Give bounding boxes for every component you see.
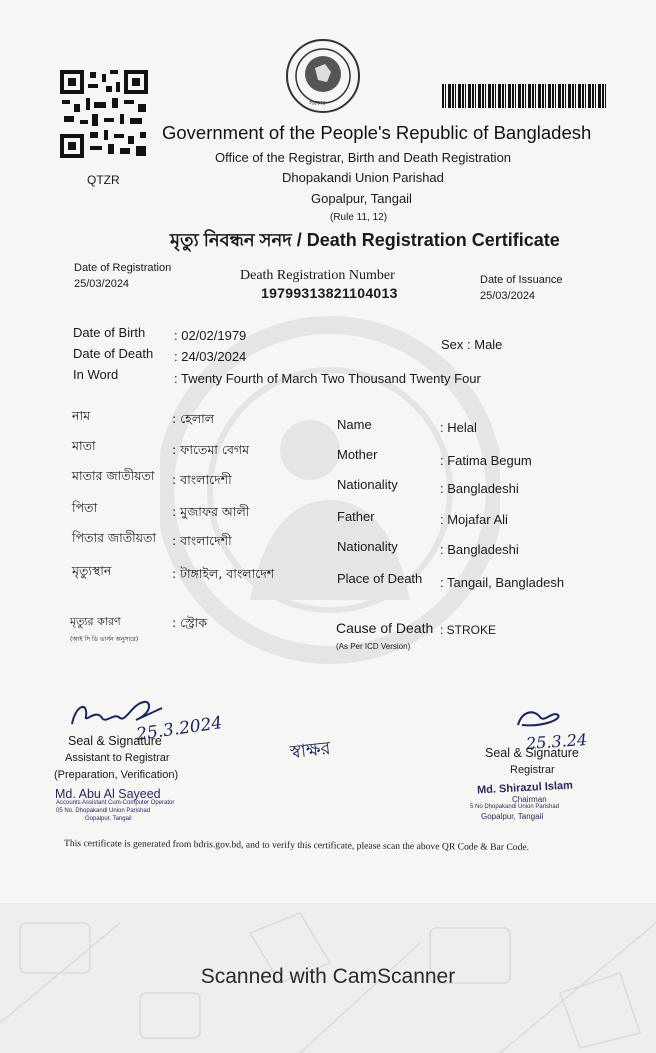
certificate-title: মৃত্যু নিবন্ধন সনদ / Death Registration Certificate [170, 230, 560, 250]
issuance-date-label: Date of Issuance [480, 274, 563, 286]
middle-handwritten-signature: স্বাক্ষর [288, 737, 332, 764]
place-of-death-en-label: Place of Death [337, 571, 423, 586]
left-role: Assistant to Registrar [65, 752, 170, 764]
father-en-label: Father [337, 509, 375, 524]
cause-en-value: : STROKE [440, 623, 497, 637]
right-stamp-line-1: Chairman [512, 795, 547, 804]
left-stamp-name: Md. Abu Al Sayeed [55, 787, 161, 801]
cause-en-note: (As Per ICD Version) [336, 642, 411, 651]
right-stamp-line-2: 5 No Dhopakandi Union Parishad [470, 804, 560, 810]
father-nationality-en-label: Nationality [337, 539, 398, 554]
name-bn-label: নাম [72, 408, 91, 423]
place-of-death-en-value: : Tangail, Bangladesh [440, 575, 565, 590]
union-line: Dhopakandi Union Parishad [282, 170, 444, 185]
father-bn-value: : মুজাফর আলী [172, 504, 250, 519]
dob-label: Date of Birth [73, 325, 146, 340]
father-nationality-bn-value: : বাংলাদেশী [172, 533, 232, 548]
registration-number: 19799313821104013 [261, 285, 398, 301]
rule-line: (Rule 11, 12) [330, 212, 388, 223]
sex-value: Sex : Male [441, 337, 503, 352]
dod-label: Date of Death [73, 346, 154, 361]
left-stamp-line-3: Gopalpur, Tangail [85, 816, 132, 822]
inword-label: In Word [73, 367, 119, 382]
registration-date-label: Date of Registration [74, 262, 172, 274]
left-stamp-line-2: 05 No. Dhopakandi Union Parishad [56, 808, 151, 814]
seal-text: সরকার [309, 100, 326, 107]
right-stamp-name: Md. Shirazul Islam [476, 779, 574, 797]
mother-nationality-en-value: : Bangladeshi [440, 481, 519, 496]
mother-bn-value: : ফাতেমা বেগম [172, 442, 250, 457]
registration-date: 25/03/2024 [74, 278, 130, 290]
right-role: Registrar [510, 764, 555, 776]
cause-en-label: Cause of Death [336, 620, 434, 636]
father-nationality-bn-label: পিতার জাতীয়তা [72, 530, 157, 545]
place-of-death-bn-value: : টাঙ্গাইল, বাংলাদেশ [172, 566, 275, 581]
mother-nationality-bn-label: মাতার জাতীয়তা [72, 468, 155, 483]
barcode[interactable] [442, 84, 608, 108]
father-bn-label: পিতা [72, 500, 98, 515]
father-en-value: : Mojafar Ali [440, 512, 508, 527]
government-heading: Government of the People's Republic of Bangladesh [162, 122, 592, 143]
dod-value: : 24/03/2024 [174, 349, 247, 364]
place-of-death-bn-label: মৃত্যুস্থান [72, 563, 112, 578]
registration-number-label: Death Registration Number [240, 268, 395, 283]
location-line: Gopalpur, Tangail [311, 191, 412, 206]
left-handwritten-date: 25.3.2024 [135, 713, 224, 745]
inword-value: : Twenty Fourth of March Two Thousand Twenty Four [174, 371, 481, 386]
mother-nationality-bn-value: : বাংলাদেশী [172, 472, 232, 487]
mother-bn-label: মাতা [72, 438, 96, 453]
qr-code[interactable] [60, 70, 148, 158]
right-handwritten-date: 25.3.24 [525, 729, 588, 754]
issuance-date: 25/03/2024 [480, 290, 536, 302]
cause-bn-note: (আই সি ডি ভার্সন অনুসারে) [70, 636, 139, 643]
scanner-watermark-text: Scanned with CamScanner [200, 965, 456, 988]
right-seal-signature-label: Seal & Signature [485, 746, 579, 760]
right-stamp-line-3: Gopalpur, Tangail [481, 812, 544, 821]
name-en-label: Name [337, 417, 372, 432]
cause-bn-label: মৃত্যুর কারণ [70, 615, 121, 628]
name-en-value: : Helal [440, 420, 477, 435]
father-nationality-en-value: : Bangladeshi [440, 542, 519, 557]
left-role-2: (Preparation, Verification) [54, 769, 179, 781]
office-line: Office of the Registrar, Birth and Death Registration [215, 150, 512, 165]
cause-bn-value: : স্ট্রোক [172, 615, 208, 630]
mother-en-label: Mother [337, 447, 378, 462]
verification-disclaimer: This certificate is generated from bdris.gov.bd, and to verify this certificate, please scan the above QR Code & Bar Code. [63, 837, 530, 854]
mother-en-value: : Fatima Begum [440, 453, 532, 468]
dob-value: : 02/02/1979 [174, 328, 247, 343]
left-seal-signature-label: Seal & Signature [68, 734, 162, 748]
left-stamp-line-1: Accounts Assistant Cum-Computer Operator [56, 800, 175, 806]
qr-code-label: QTZR [87, 173, 120, 187]
mother-nationality-en-label: Nationality [337, 477, 398, 492]
right-handwritten-signature [514, 707, 564, 731]
name-bn-value: : হেলাল [172, 411, 215, 426]
